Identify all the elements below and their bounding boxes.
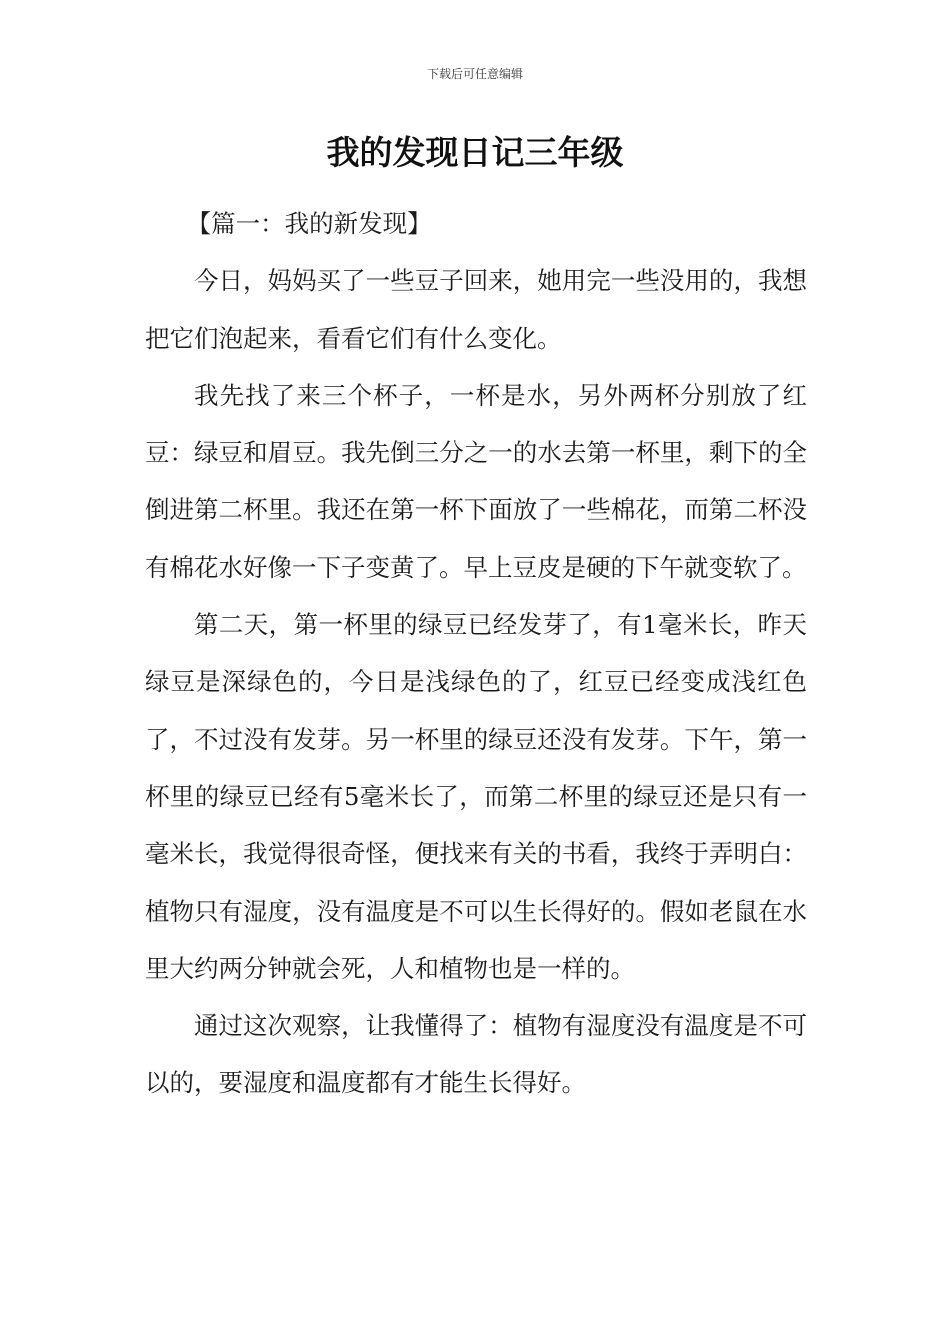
paragraph-4: 通过这次观察，让我懂得了：植物有湿度没有温度是不可以的，要湿度和温度都有才能生长得好。 [145,1011,807,1098]
paragraph-2: 我先找了来三个杯子，一杯是水，另外两杯分别放了红豆：绿豆和眉豆。我先倒三分之一的水去第一杯里，剩下的全倒进第二杯里。我还在第一杯下面放了一些棉花，而第二杯没有棉花水好像一下子变黄了。早上豆皮是硬的下午就变软了。 [145,380,807,582]
paragraph-3: 第二天，第一杯里的绿豆已经发芽了，有1毫米长，昨天绿豆是深绿色的，今日是浅绿色的了，红豆已经变成浅红色了，不过没有发芽。另一杯里的绿豆还没有发芽。下午，第一杯里的绿豆已经有5毫米长了，而第二杯里的绿豆还是只有一毫米长，我觉得很奇怪，便找来有关的书看，我终于弄明白：植物只有湿度，没有温度是不可以生长得好的。假如老鼠在水里大约两分钟就会死，人和植物也是一样的。 [145,610,807,983]
document-title: 我的发现日记三年级 [326,133,624,172]
paragraph-1: 今日，妈妈买了一些豆子回来，她用完一些没用的，我想把它们泡起来，看看它们有什么变化。 [145,266,807,353]
header-note: 下载后可任意编辑 [426,67,523,81]
section-heading: 【篇一：我的新发现】 [186,209,432,238]
document-body [145,195,807,1112]
